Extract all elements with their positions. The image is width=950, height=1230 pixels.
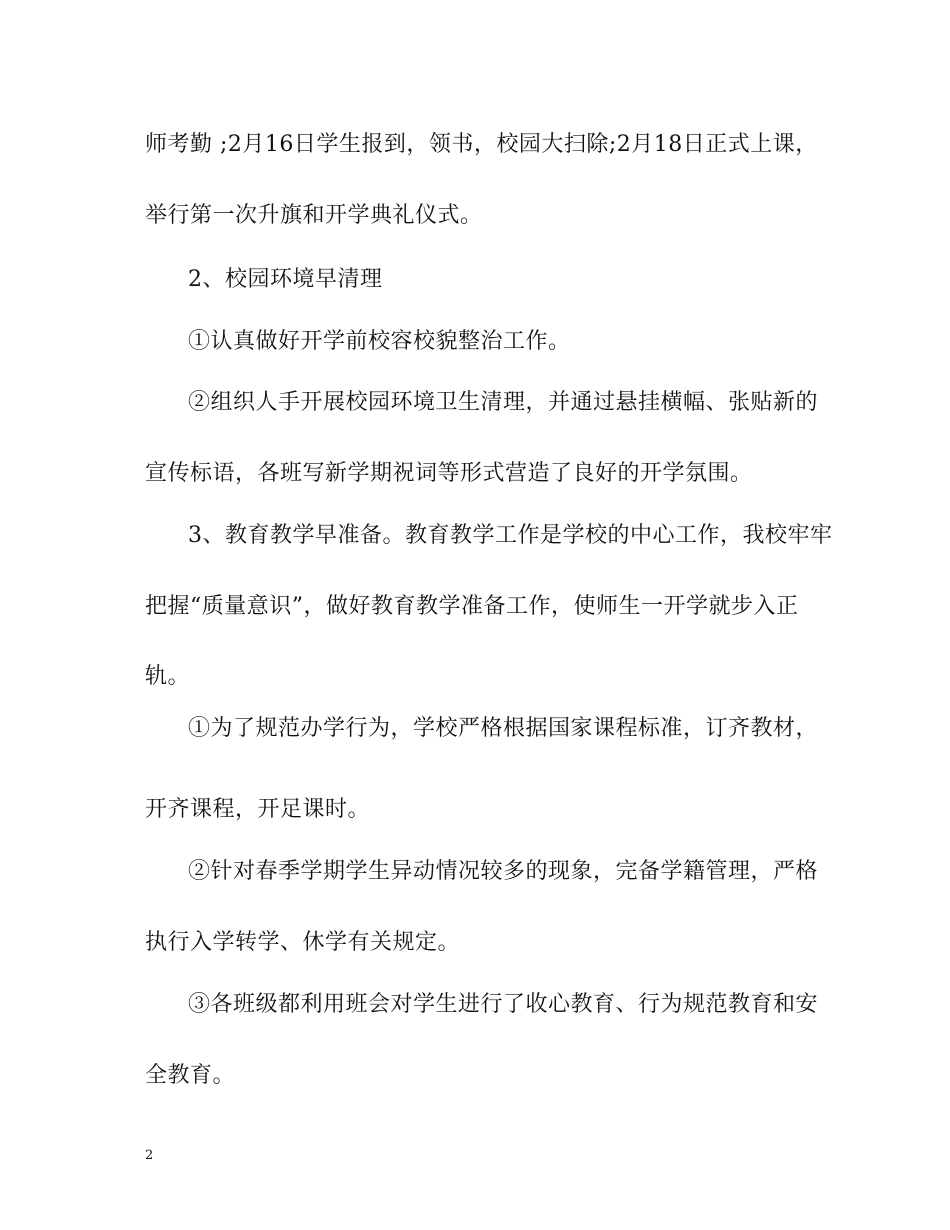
text-line-10: ①为了规范办学行为，学校严格根据国家课程标准，订齐教材，	[188, 716, 819, 741]
section-heading-3: 3、教育教学早准备。教育教学工作是学校的中心工作，我校牢牢	[188, 523, 833, 548]
text-line-12: ②针对春季学期学生异动情况较多的现象，完备学籍管理，严格	[188, 859, 819, 884]
text-line-14: ③各班级都利用班会对学生进行了收心教育、行为规范教育和安	[188, 992, 819, 1017]
section-heading-2: 2、校园环境早清理	[188, 267, 383, 292]
page-number: 2	[145, 1148, 154, 1163]
text-line-9: 轨。	[145, 664, 191, 689]
text-line-6: 宣传标语，各班写新学期祝词等形式营造了良好的开学氛围。	[145, 461, 753, 486]
text-line-2: 举行第一次升旗和开学典礼仪式。	[145, 203, 483, 228]
text-line-13: 执行入学转学、休学有关规定。	[145, 930, 461, 955]
text-line-11: 开齐课程，开足课时。	[145, 797, 371, 822]
text-line-5: ②组织人手开展校园环境卫生清理，并通过悬挂横幅、张贴新的	[188, 390, 819, 415]
text-line-15: 全教育。	[145, 1063, 236, 1088]
text-line-1: 师考勤 ;2月16日学生报到，领书，校园大扫除;2月18日正式上课，	[145, 132, 818, 157]
text-line-8: 把握“质量意识”，做好教育教学准备工作，使师生一开学就步入正	[145, 594, 799, 619]
text-line-4: ①认真做好开学前校容校貌整治工作。	[188, 329, 571, 354]
